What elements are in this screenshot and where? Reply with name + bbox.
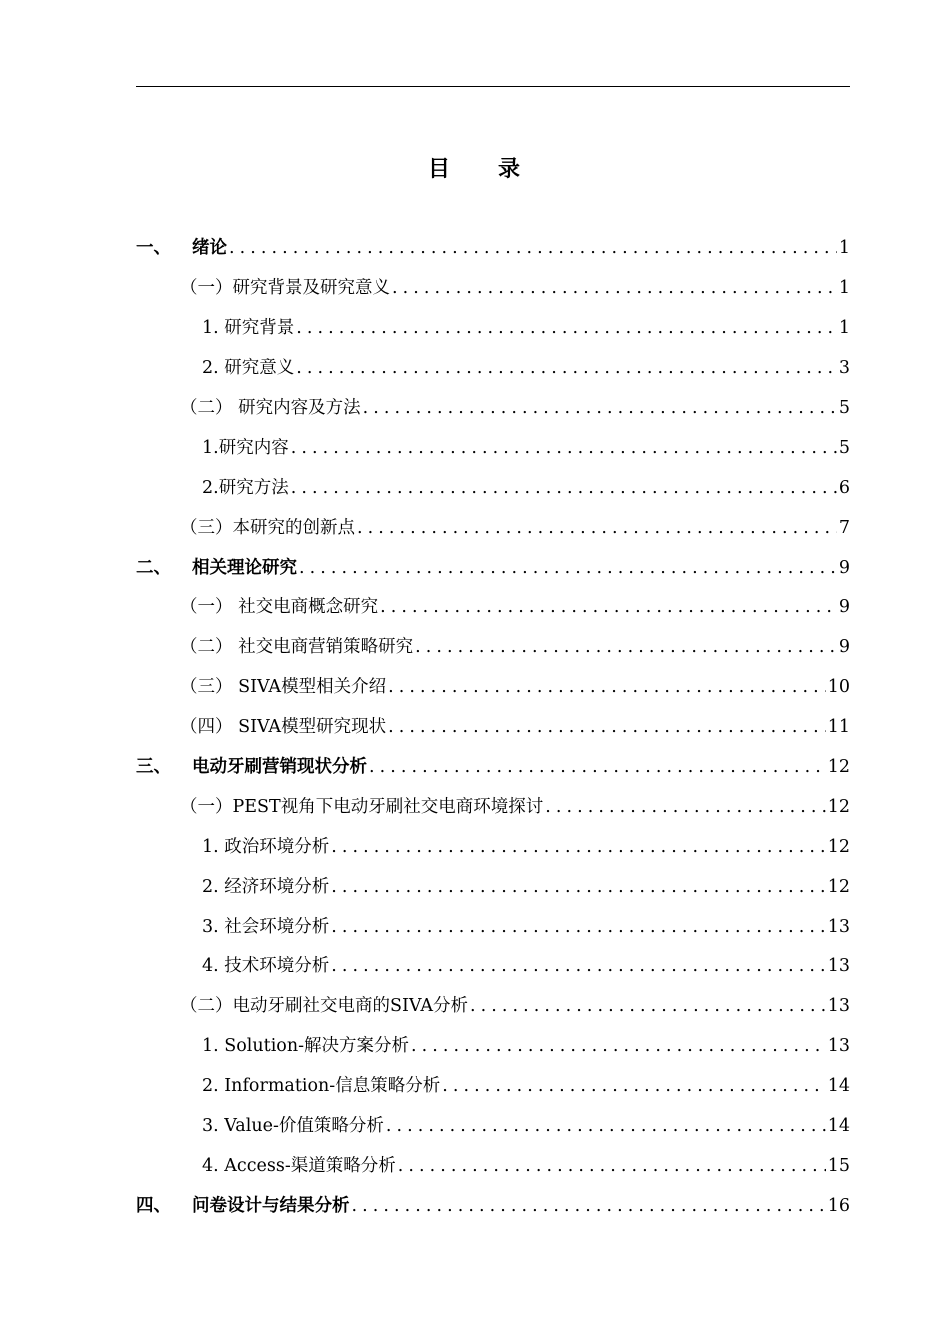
toc-entry-number: （一） (180, 796, 233, 817)
toc-leader-dots (352, 1198, 826, 1216)
toc-entry-number: （四） (180, 717, 239, 738)
toc-entry[interactable] (136, 1027, 850, 1067)
toc-entry[interactable] (136, 827, 850, 867)
toc-entry[interactable] (136, 668, 850, 708)
toc-entry-page: 13 (827, 916, 850, 937)
toc-leader-dots (331, 958, 825, 976)
toc-entry[interactable] (136, 309, 850, 349)
toc-entry[interactable] (136, 867, 850, 907)
toc-entry-number: 2. (202, 477, 219, 498)
toc-leader-dots (291, 440, 837, 458)
toc-entry-heading (136, 1115, 384, 1136)
toc-entry-number: 4. (202, 1155, 225, 1176)
toc-entry[interactable] (136, 1186, 850, 1226)
toc-entry-title: Solution-解决方案分析 (224, 1036, 410, 1057)
toc-entry-title: Information-信息策略分析 (224, 1076, 441, 1097)
toc-entry[interactable] (136, 708, 850, 748)
toc-entry-page: 1 (838, 238, 850, 259)
toc-entry[interactable] (136, 269, 850, 309)
toc-entry-page: 12 (827, 876, 850, 897)
toc-entry-page: 1 (838, 278, 850, 299)
toc-entry-heading (136, 280, 390, 298)
toc-entry-page: 5 (838, 437, 850, 458)
toc-entry-heading (136, 756, 367, 777)
toc-leader-dots (380, 599, 837, 617)
toc-entry-heading (136, 1155, 396, 1176)
toc-entry-page: 5 (838, 397, 850, 418)
toc-entry-title: 研究背景 (224, 318, 295, 339)
toc-entry[interactable] (136, 349, 850, 389)
toc-entry-heading (136, 876, 330, 897)
toc-entry-number: 1. (202, 318, 225, 339)
toc-entry-title: 研究内容 (218, 437, 289, 458)
toc-entry-heading (136, 916, 330, 937)
toc-entry[interactable] (136, 389, 850, 429)
toc-entry-number: 三、 (136, 756, 171, 777)
toc-entry-number: 4. (202, 956, 225, 977)
toc-entry-title: 相关理论研究 (192, 557, 297, 578)
toc-entry[interactable] (136, 987, 850, 1027)
toc-entry-heading (136, 437, 289, 458)
toc-entry-page: 9 (838, 597, 850, 618)
toc-entry-number: （三） (180, 677, 239, 698)
toc-entry-page: 9 (838, 557, 850, 578)
toc-leader-dots (545, 799, 826, 817)
toc-leader-dots (291, 480, 837, 498)
toc-entry-title: SIVA模型相关介绍 (238, 677, 387, 698)
toc-entry-page: 14 (827, 1115, 850, 1136)
toc-entry-number: 3. (202, 916, 225, 937)
toc-entry-title: SIVA模型研究现状 (238, 717, 387, 738)
toc-entry[interactable] (136, 628, 850, 668)
toc-leader-dots (386, 1118, 826, 1136)
toc-entry-page: 12 (827, 836, 850, 857)
toc-entry-number: （二） (180, 397, 239, 418)
toc-entry-title: 研究内容及方法 (238, 397, 361, 418)
toc-entry-number: （三） (180, 517, 233, 538)
toc-entry-heading (136, 639, 413, 657)
toc-entry-number: 2. (202, 358, 225, 379)
toc-entry-page: 13 (827, 996, 850, 1017)
toc-entry-heading (136, 719, 386, 737)
toc-entry-page: 1 (838, 318, 850, 339)
toc-entry-heading (136, 240, 227, 258)
toc-entry-page: 3 (838, 358, 850, 379)
toc-entry-heading (136, 477, 289, 498)
toc-entry-heading (136, 958, 329, 976)
toc-entry-title: 技术环境分析 (224, 956, 330, 977)
toc-entry-number: 一、 (136, 238, 171, 259)
toc-entry-number: （一） (180, 278, 233, 299)
toc-leader-dots (398, 1158, 826, 1176)
toc-entry-heading (136, 360, 294, 378)
toc-leader-dots (363, 400, 837, 418)
toc-entry[interactable] (136, 787, 850, 827)
toc-entry[interactable] (136, 428, 850, 468)
toc-entry-heading (136, 1078, 440, 1096)
toc-leader-dots (331, 879, 825, 897)
table-of-contents (136, 229, 850, 1226)
toc-entry[interactable] (136, 229, 850, 269)
toc-leader-dots (331, 839, 825, 857)
toc-entry-number: （二） (180, 637, 239, 658)
toc-entry-page: 9 (838, 637, 850, 658)
toc-entry[interactable] (136, 947, 850, 987)
toc-entry-heading (136, 1195, 350, 1216)
toc-entry-title: 研究意义 (224, 358, 295, 379)
toc-leader-dots (296, 360, 837, 378)
toc-entry-heading (136, 599, 378, 617)
toc-leader-dots (299, 560, 837, 578)
toc-entry[interactable] (136, 588, 850, 628)
toc-entry[interactable] (136, 468, 850, 508)
toc-entry-number: 1. (202, 836, 225, 857)
toc-entry-page: 16 (827, 1195, 850, 1216)
toc-entry-number: （二） (180, 996, 233, 1017)
toc-entry-heading (136, 836, 330, 857)
toc-entry-page: 6 (838, 477, 850, 498)
toc-leader-dots (296, 320, 837, 338)
toc-entry-number: 四、 (136, 1195, 171, 1216)
toc-leader-dots (229, 240, 837, 258)
toc-entry-heading (136, 796, 544, 817)
toc-leader-dots (470, 998, 826, 1016)
toc-entry-title: 研究方法 (218, 477, 289, 498)
toc-entry[interactable] (136, 1146, 850, 1186)
toc-entry-title: 本研究的创新点 (232, 517, 355, 538)
toc-leader-dots (388, 679, 826, 697)
toc-leader-dots (442, 1078, 826, 1096)
toc-title-right: 录 (498, 157, 523, 182)
toc-entry-heading (136, 679, 386, 697)
toc-entry-title: 社交电商概念研究 (238, 597, 379, 618)
toc-leader-dots (411, 1038, 826, 1056)
toc-entry-number: 3. (202, 1115, 225, 1136)
toc-entry[interactable] (136, 1067, 850, 1107)
toc-entry-page: 12 (827, 796, 850, 817)
toc-entry-heading (136, 320, 294, 338)
toc-entry-title: 研究背景及研究意义 (232, 278, 390, 299)
toc-entry-title: PEST视角下电动牙刷社交电商环境探讨 (232, 796, 544, 817)
toc-entry-title: 问卷设计与结果分析 (192, 1195, 350, 1216)
toc-title-left: 目 (427, 157, 452, 182)
toc-entry-page: 13 (827, 1036, 850, 1057)
toc-entry-page: 10 (827, 677, 850, 698)
toc-title (0, 152, 950, 183)
toc-leader-dots (331, 919, 825, 937)
toc-leader-dots (415, 639, 837, 657)
toc-entry-page: 15 (827, 1155, 850, 1176)
toc-entry-page: 7 (838, 517, 850, 538)
toc-leader-dots (388, 719, 826, 737)
toc-entry-number: 1. (202, 437, 219, 458)
toc-entry-page: 11 (827, 717, 850, 738)
toc-leader-dots (357, 520, 837, 538)
toc-entry-title: 政治环境分析 (224, 836, 330, 857)
toc-entry-number: 2. (202, 876, 225, 897)
toc-entry-number: 1. (202, 1036, 225, 1057)
toc-entry-page: 13 (827, 956, 850, 977)
toc-entry-heading (136, 998, 468, 1016)
toc-entry[interactable] (136, 548, 850, 588)
toc-entry[interactable] (136, 748, 850, 788)
toc-entry-title: 经济环境分析 (224, 876, 330, 897)
toc-entry-title: 社交电商营销策略研究 (238, 637, 414, 658)
toc-entry-heading (136, 1038, 409, 1056)
toc-entry-page: 12 (827, 756, 850, 777)
toc-leader-dots (369, 759, 826, 777)
toc-entry-heading (136, 557, 297, 578)
toc-entry-number: 2. (202, 1076, 225, 1097)
toc-entry-number: 二、 (136, 557, 171, 578)
toc-entry-heading (136, 517, 355, 538)
toc-entry-title: Value-价值策略分析 (224, 1115, 384, 1136)
toc-entry-page: 14 (827, 1076, 850, 1097)
toc-entry-heading (136, 397, 361, 418)
header-rule (136, 86, 850, 87)
toc-entry-title: 电动牙刷营销现状分析 (192, 756, 367, 777)
toc-entry-title: Access-渠道策略分析 (224, 1155, 396, 1176)
toc-entry-number: （一） (180, 597, 239, 618)
toc-leader-dots (392, 280, 837, 298)
toc-entry-title: 电动牙刷社交电商的SIVA分析 (232, 996, 468, 1017)
toc-entry-title: 社会环境分析 (224, 916, 330, 937)
toc-entry[interactable] (136, 1107, 850, 1147)
toc-entry[interactable] (136, 508, 850, 548)
toc-entry-title: 绪论 (192, 238, 227, 259)
toc-entry[interactable] (136, 907, 850, 947)
